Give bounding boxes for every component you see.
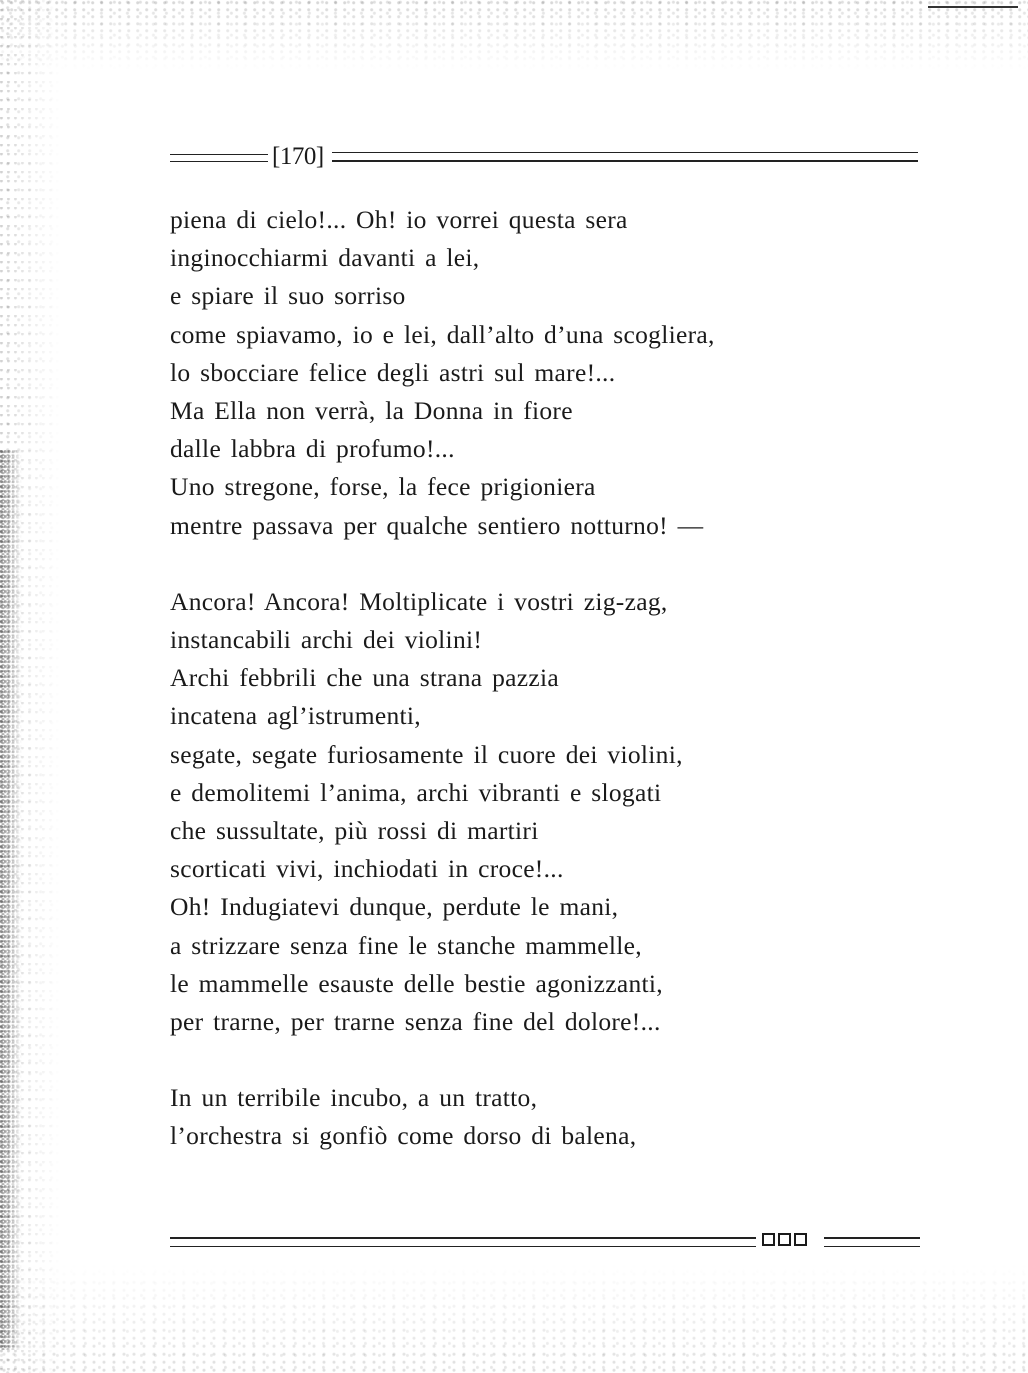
page-footer [170,1228,920,1258]
poem-line: che sussultate, più rossi di martiri [170,816,539,846]
scan-noise-top [0,0,1028,70]
poem-line: come spiavamo, io e lei, dall’alto d’una scogliera, [170,319,715,349]
ornament-box [762,1233,775,1246]
poem-line: Oh! Indugiatevi dunque, perdute le mani, [170,892,619,922]
poem-line: scorticati vivi, inchiodati in croce!... [170,854,564,884]
ornament-box [794,1233,807,1246]
page-number: [170] [272,143,324,170]
poem-line: Ma Ella non verrà, la Donna in fiore [170,396,573,426]
poem-line: e demolitemi l’anima, archi vibranti e slogati [170,777,662,807]
stanza-2 [170,583,850,1041]
poem-line: In un terribile incubo, a un tratto, [170,1083,538,1113]
poem-line: segate, segate furiosamente il cuore dei violini, [170,739,683,769]
stanza-1 [170,201,850,545]
scan-noise-bottom [0,1263,1028,1373]
poem-line: Uno stregone, forse, la fece prigioniera [170,472,596,502]
poem-line: lo sbocciare felice degli astri sul mare!... [170,357,616,387]
poem-line: e spiare il suo sorriso [170,281,406,311]
poem-line: incatena agl’istrumenti, [170,701,421,731]
ornament-box [778,1233,791,1246]
header-rule-right [332,152,918,162]
scan-corner-mark [928,6,1018,8]
poem-line: per trarne, per trarne senza fine del dolore!... [170,1007,661,1037]
poem-line: a strizzare senza fine le stanche mammelle, [170,930,642,960]
poem-line: piena di cielo!... Oh! io vorrei questa sera [170,205,628,234]
page-header [170,140,918,174]
poem-line: dalle labbra di profumo!... [170,434,455,464]
poem-line: l’orchestra si gonfiò come dorso di balena, [170,1121,637,1151]
poem-line: Archi febbrili che una strana pazzia [170,663,559,693]
scan-shadow-left [0,450,22,1350]
header-rule-left [170,154,268,162]
poem-line: mentre passava per qualche sentiero notturno! — [170,510,704,540]
footer-rule-right [824,1237,920,1247]
poem-line: inginocchiarmi davanti a lei, [170,243,480,273]
poem-line: Ancora! Ancora! Moltiplicate i vostri zig-zag, [170,586,668,616]
stanza-3 [170,1079,850,1155]
footer-rule-left [170,1237,756,1247]
poem-text [170,201,850,1156]
poem-line: le mammelle esauste delle bestie agonizzanti, [170,968,663,998]
poem-line: instancabili archi dei violini! [170,625,483,655]
three-square-boxes-ornament-icon [762,1233,807,1246]
